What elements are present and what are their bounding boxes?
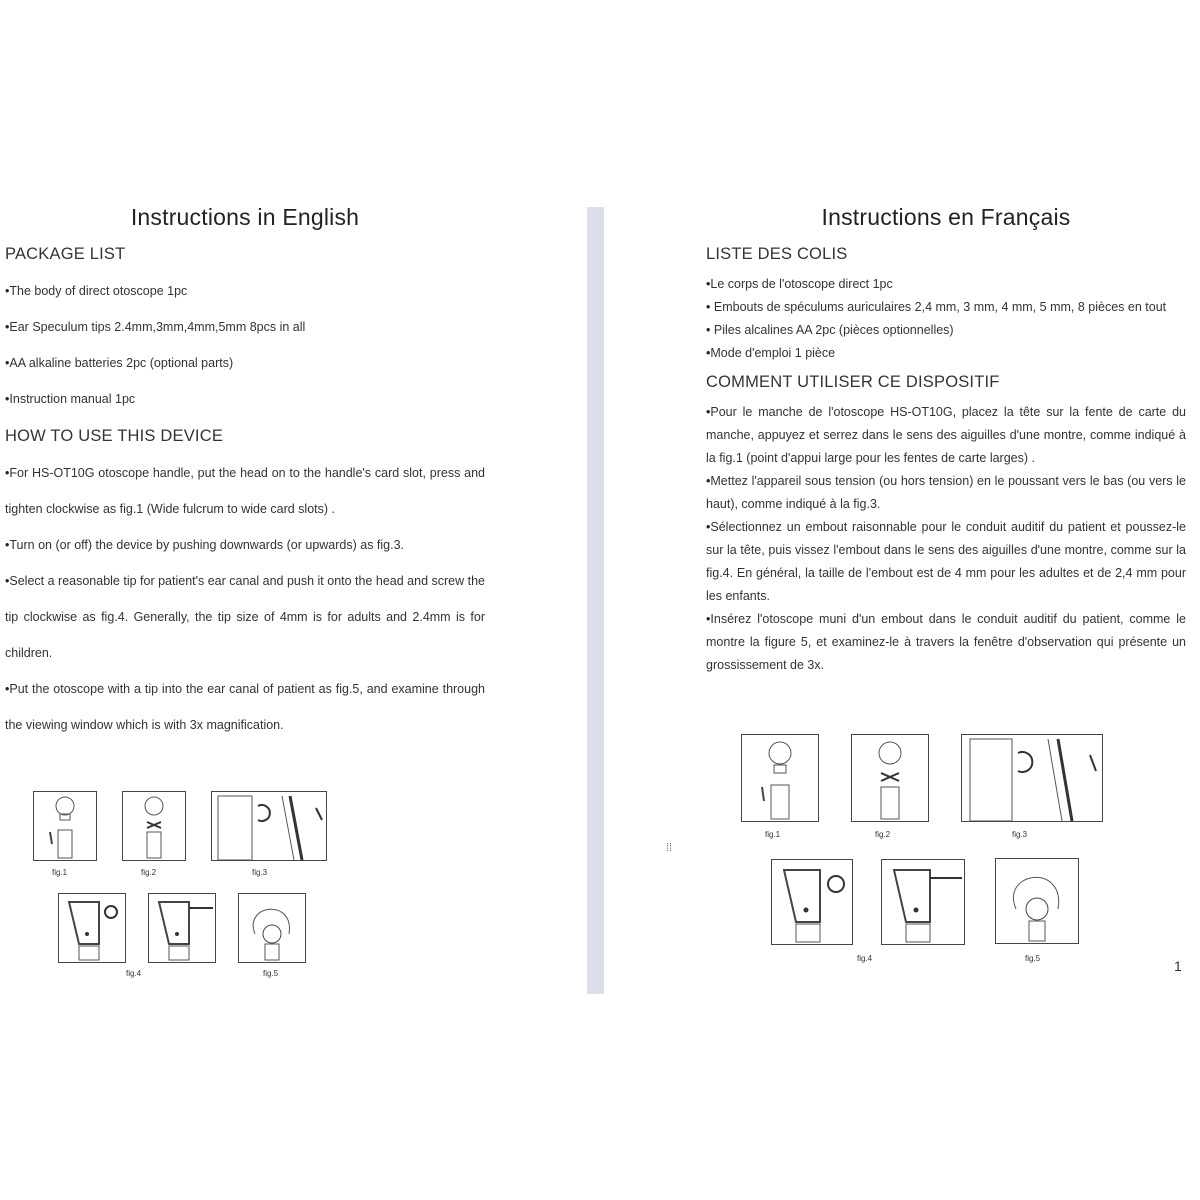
- english-fig4-label: fig.4: [126, 969, 142, 978]
- english-package-item: •Instruction manual 1pc: [5, 392, 136, 406]
- english-title: Instructions in English: [130, 204, 360, 230]
- french-package-item: •Mode d'emploi 1 pièce: [706, 346, 836, 360]
- french-fig5-illustration: [881, 859, 965, 945]
- english-fig6-illustration: [238, 893, 306, 963]
- french-fig2-label: fig.2: [875, 830, 891, 839]
- english-fig1-illustration: [33, 791, 97, 861]
- english-column: [5, 200, 485, 743]
- french-package-heading: LISTE DES COLIS: [706, 245, 848, 263]
- table-move-handle-icon[interactable]: ⁞⁞: [666, 842, 673, 854]
- english-fig5-illustration: [148, 893, 216, 963]
- english-fig1-label: fig.1: [52, 868, 68, 877]
- french-package-item: •Le corps de l'otoscope direct 1pc: [706, 277, 893, 291]
- page-number: 1: [1174, 958, 1182, 974]
- french-fig4-illustration: [771, 859, 853, 945]
- english-fig4-illustration: [58, 893, 126, 963]
- english-fig2-label: fig.2: [141, 868, 157, 877]
- french-fig6-illustration: [995, 858, 1079, 944]
- english-howto-item: •Select a reasonable tip for patient's ear canal and push it onto the head and screw the tip clockwise as fig.4. Generally, the tip size of 4mm is for adults and 2.4mm is for children.: [5, 574, 486, 660]
- french-fig1-illustration: [741, 734, 819, 822]
- english-fig3-label: fig.3: [252, 868, 268, 877]
- english-package-item: •The body of direct otoscope 1pc: [5, 284, 188, 298]
- french-title: Instructions en Français: [821, 204, 1071, 230]
- french-package-item: • Piles alcalines AA 2pc (pièces optionnelles): [706, 323, 954, 337]
- french-fig4-label: fig.4: [857, 954, 873, 963]
- french-howto-item: •Mettez l'appareil sous tension (ou hors tension) en le poussant vers le bas (ou vers le haut), comme indiqué à la fig.3.: [706, 474, 1186, 511]
- english-fig5-label: fig.5: [263, 969, 279, 978]
- french-howto-item: •Pour le manche de l'otoscope HS-OT10G, placez la tête sur la fente de carte du manche, appuyez et serrez dans le sens des aiguilles d'une montre, comme indiqué à la fig.1 (point d'appui large pour les fentes de carte larges) .: [706, 405, 1186, 465]
- french-package-item: • Embouts de spéculums auriculaires 2,4 mm, 3 mm, 4 mm, 5 mm, 8 pièces en tout: [706, 300, 1167, 314]
- french-fig2-illustration: [851, 734, 929, 822]
- french-fig5-label: fig.5: [1025, 954, 1041, 963]
- english-package-heading: PACKAGE LIST: [5, 245, 126, 263]
- french-howto-item: •Sélectionnez un embout raisonnable pour le conduit auditif du patient et poussez-le sur la tête, puis vissez l'embout dans le sens des aiguilles d'une montre, comme sur la fig.4. En général, la taille de l'embout est de 4 mm pour les adultes et de 2,4 mm pour les enfants.: [706, 520, 1186, 603]
- french-fig3-label: fig.3: [1012, 830, 1028, 839]
- english-fig3-illustration: [211, 791, 327, 861]
- french-fig1-label: fig.1: [765, 830, 781, 839]
- english-howto-item: •Turn on (or off) the device by pushing downwards (or upwards) as fig.3.: [5, 538, 405, 552]
- english-howto-item: •For HS-OT10G otoscope handle, put the head on to the handle's card slot, press and tighten clockwise as fig.1 (Wide fulcrum to wide card slots) .: [5, 466, 485, 516]
- english-howto-item: •Put the otoscope with a tip into the ear canal of patient as fig.5, and examine through the viewing window which is with 3x magnification.: [5, 682, 485, 732]
- english-fig2-illustration: [122, 791, 186, 861]
- french-column: [706, 200, 1186, 677]
- page-gap-divider: [587, 207, 604, 994]
- french-howto-heading: COMMENT UTILISER CE DISPOSITIF: [706, 373, 1000, 391]
- english-howto-heading: HOW TO USE THIS DEVICE: [5, 427, 224, 445]
- english-package-item: •AA alkaline batteries 2pc (optional parts): [5, 356, 234, 370]
- english-package-item: •Ear Speculum tips 2.4mm,3mm,4mm,5mm 8pcs in all: [5, 320, 306, 334]
- french-howto-item: •Insérez l'otoscope muni d'un embout dans le conduit auditif du patient, comme le montre la figure 5, et examinez-le à travers la fenêtre d'observation qui présente un grossissement de 3x.: [706, 612, 1186, 672]
- french-fig3-illustration: [961, 734, 1103, 822]
